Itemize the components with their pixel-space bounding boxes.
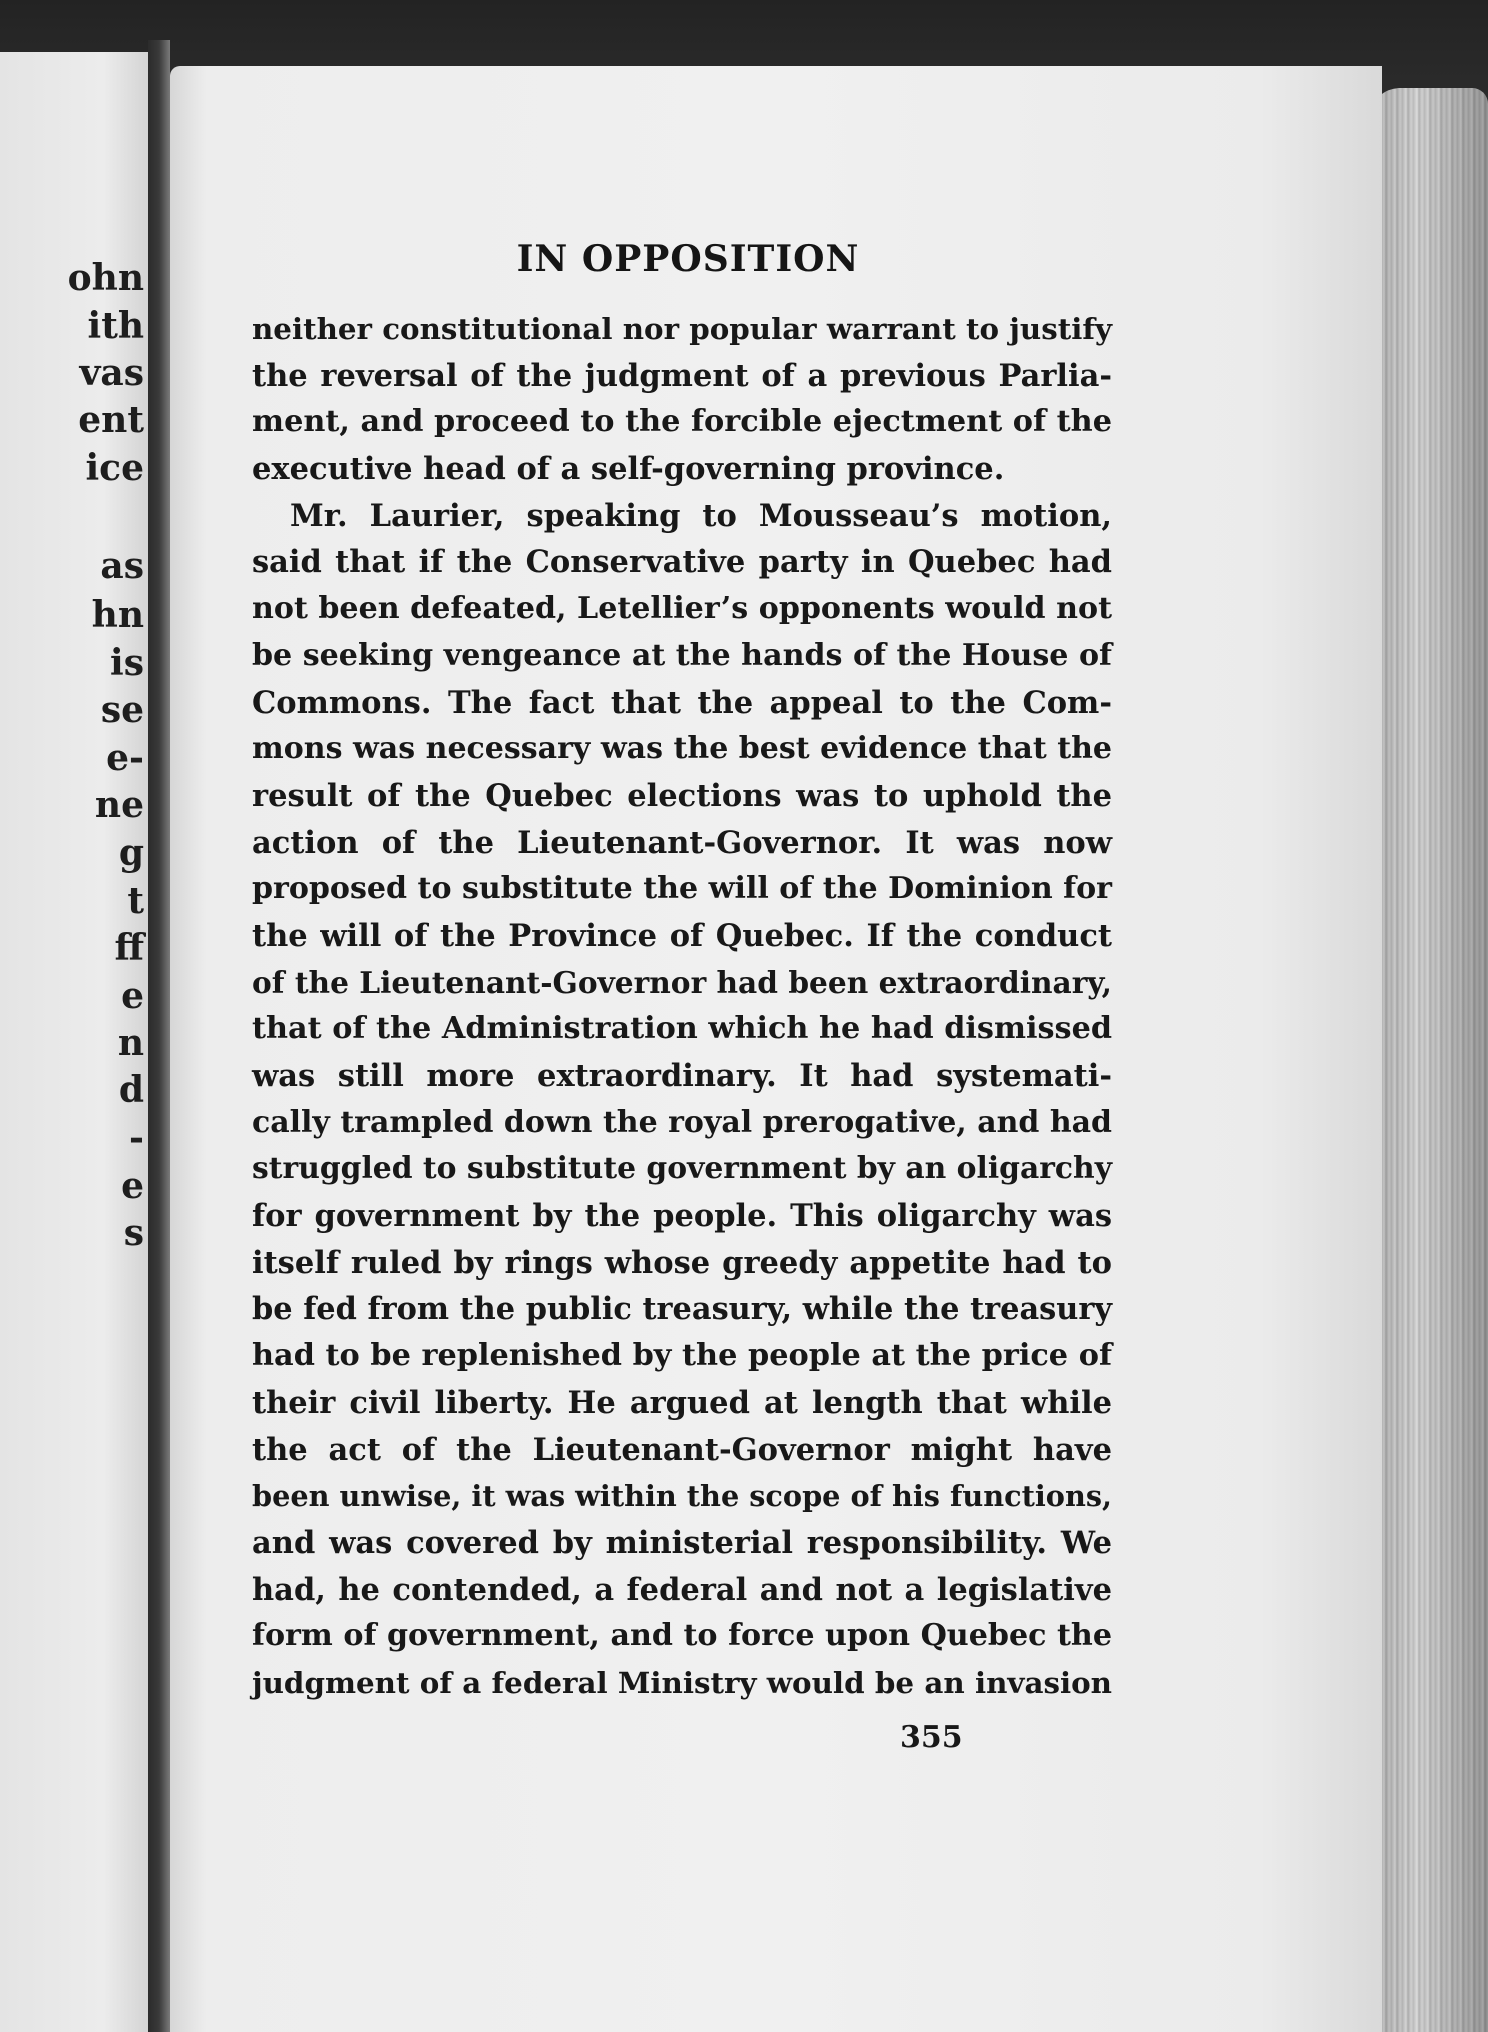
text-line: the reversal of the judgment of a previous Parlia-: [252, 357, 1112, 394]
text-line: form of government, and to force upon Quebec the: [252, 1618, 1112, 1654]
text-line: the will of the Province of Quebec. If the conduct: [252, 917, 1112, 954]
text-line: be fed from the public treasury, while the treasury: [252, 1291, 1112, 1328]
previous-page-fragment: hn: [91, 594, 144, 636]
previous-page-fragment: t: [127, 880, 144, 922]
text-line: cally trampled down the royal prerogative, and had: [252, 1104, 1112, 1140]
previous-page-fragment: as: [100, 545, 144, 587]
text-line: struggled to substitute government by an oligarchy: [252, 1151, 1112, 1187]
text-line: result of the Quebec elections was to uphold the: [252, 777, 1112, 814]
previous-page-fragment: e: [121, 1165, 144, 1207]
previous-page-fragment: ice: [85, 447, 144, 489]
text-line: Commons. The fact that the appeal to the Com-: [252, 684, 1112, 721]
book-gutter: [148, 40, 170, 2032]
text-line: ment, and proceed to the forcible ejectment of the: [252, 404, 1112, 440]
running-head: IN OPPOSITION: [516, 238, 860, 280]
previous-page-fragment: d: [118, 1069, 144, 1111]
text-line: proposed to substitute the will of the Dominion for: [252, 871, 1112, 907]
text-line: Mr. Laurier, speaking to Mousseau’s motion,: [290, 497, 1112, 534]
text-line: said that if the Conservative party in Quebec had: [252, 544, 1112, 581]
previous-page-fragment: n: [117, 1022, 144, 1064]
text-line: not been defeated, Letellier’s opponents would not: [252, 591, 1112, 627]
previous-page-fragment: ent: [78, 399, 144, 441]
previous-page-fragment: ne: [94, 784, 144, 826]
text-line: and was covered by ministerial responsibility. We: [252, 1524, 1112, 1561]
text-line: action of the Lieutenant-Governor. It was now: [252, 824, 1112, 861]
previous-page-fragment: ff: [114, 927, 144, 969]
text-line: itself ruled by rings whose greedy appetite had to: [252, 1244, 1112, 1281]
previous-page-fragment: s: [123, 1212, 144, 1254]
text-line: executive head of a self-governing province.: [252, 451, 1005, 488]
text-line: neither constitutional nor popular warrant to justify: [252, 311, 1112, 346]
text-line: was still more extraordinary. It had systemati-: [252, 1058, 1112, 1094]
text-line: for government by the people. This oligarchy was: [252, 1198, 1112, 1235]
previous-page-fragment: e: [121, 975, 144, 1017]
text-line: be seeking vengeance at the hands of the House of: [252, 637, 1112, 673]
previous-page-fragment: ohn: [67, 257, 144, 299]
page-number: 355: [900, 1720, 963, 1755]
text-line: had, he contended, a federal and not a legislative: [252, 1571, 1112, 1608]
previous-page-fragment: ith: [87, 305, 144, 347]
previous-page-fragment: vas: [79, 352, 144, 394]
text-line: been unwise, it was within the scope of his functions,: [252, 1479, 1112, 1514]
text-line: judgment of a federal Ministry would be an invasion: [252, 1664, 1112, 1700]
previous-page-fragment: is: [110, 642, 144, 684]
text-line: had to be replenished by the people at the price of: [252, 1338, 1112, 1374]
text-line: that of the Administration which he had dismissed: [252, 1011, 1112, 1047]
previous-page-fragment: e-: [106, 737, 144, 779]
previous-page-fragment: g: [118, 832, 144, 874]
text-line: of the Lieutenant-Governor had been extraordinary,: [252, 964, 1112, 1000]
text-line: their civil liberty. He argued at length that while: [252, 1384, 1112, 1421]
previous-page-fragment: -: [129, 1117, 144, 1159]
body-text: [252, 306, 1112, 1707]
text-line: mons was necessary was the best evidence that the: [252, 731, 1112, 767]
text-line: the act of the Lieutenant-Governor might have: [252, 1431, 1112, 1468]
previous-page-fragment: se: [100, 689, 144, 731]
page-block-shading: [1370, 88, 1488, 2032]
previous-page: [0, 52, 148, 2032]
